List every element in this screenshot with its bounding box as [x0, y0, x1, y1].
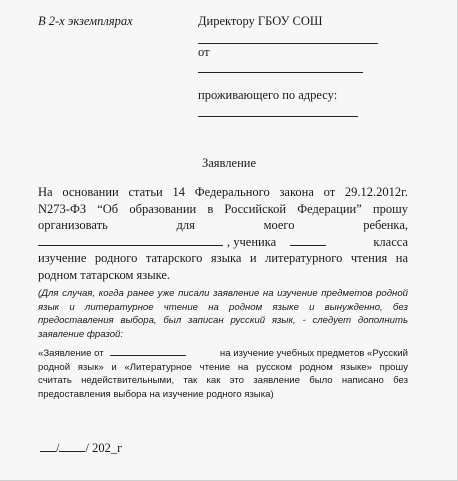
note-line-2: язык и литературное чтение на родном языке и вынужденно, без [38, 301, 408, 313]
month-blank [59, 441, 85, 452]
earlier-date-blank [110, 346, 186, 356]
addressee-line: Директору ГБОУ СОШ [198, 14, 323, 28]
date-field [40, 441, 122, 456]
document-title: Заявление [201, 156, 256, 170]
body-line-6: родном татарском языке. [38, 267, 171, 282]
note-line-1: (Для случая, когда ранее уже писали заявление на изучение предметов родной [38, 288, 408, 299]
body-student: , ученика [227, 234, 277, 249]
quote-opening: «Заявление от [38, 348, 104, 359]
address-blank [198, 116, 358, 117]
body-for: для [176, 218, 195, 232]
body-class: класса [373, 234, 408, 249]
addressee-blank [198, 43, 378, 44]
copies-note: В 2-х экземплярах [38, 14, 133, 28]
residing-label: проживающего по адресу: [198, 88, 338, 102]
quote-line-2: родной язык» и «Литературное чтение на русском родном языке» прошу [38, 361, 408, 373]
date-year: / 202_г [85, 441, 123, 455]
body-line-1: На основании статьи 14 Федерального закона от 29.12.2012г. [38, 185, 408, 199]
supplement-phrase [38, 346, 408, 401]
quote-line-3: считать недействительными, так как это заявление было написано без [38, 375, 408, 387]
from-blank [198, 72, 363, 73]
body-line-5: изучение родного татарского языка и литературного чтения на [38, 251, 408, 265]
from-label: от [198, 45, 210, 59]
body-my: моего [263, 218, 295, 232]
body-organize: организовать [38, 218, 108, 232]
application-body [38, 184, 408, 283]
body-child: ребенка, [363, 218, 408, 232]
class-number-blank [290, 235, 326, 246]
quote-line-1 [38, 346, 408, 361]
child-name-blank [38, 235, 223, 246]
quote-subjects: на изучение учебных предметов «Русский [219, 348, 408, 359]
quote-line-4: предоставления выбора на изучение родного языка) [38, 388, 274, 400]
body-line-3 [38, 217, 408, 234]
note-line-4: заявление фразой: [38, 328, 124, 340]
day-blank [40, 441, 56, 452]
body-line-4 [38, 234, 408, 251]
date-separator-1: / [56, 441, 60, 455]
instruction-note [38, 287, 408, 341]
body-line-2: N273-ФЗ “Об образовании в Российской Федерации” прошу [38, 201, 408, 216]
note-line-3: предоставления выбора, был записан русский язык, - следует дополнить [38, 315, 408, 327]
